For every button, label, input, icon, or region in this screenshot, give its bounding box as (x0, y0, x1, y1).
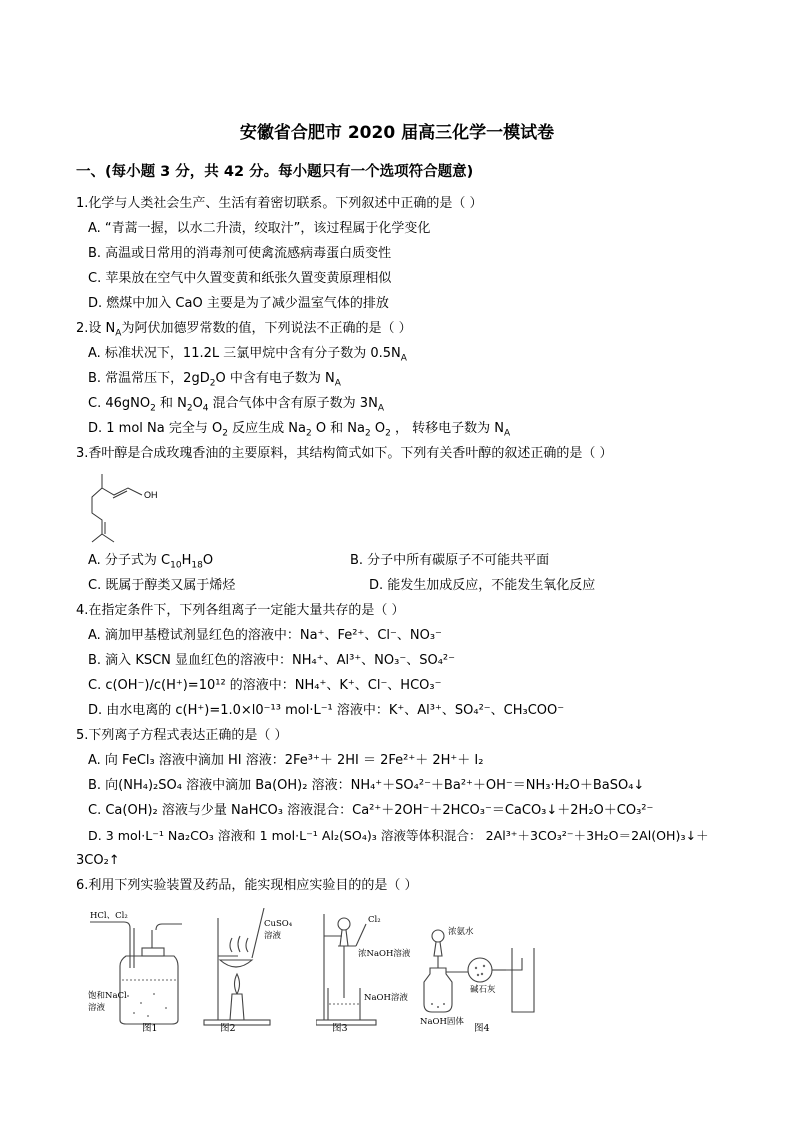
section-heading: 一、(每小题 3 分，共 42 分。每小题只有一个选项符合题意) (76, 164, 474, 180)
question-4-stem: 4.在指定条件下，下列各组离子一定能大量共存的是（ ） (76, 603, 405, 618)
q3-option-d: D. 能发生加成反应，不能发生氧化反应 (369, 578, 596, 593)
q2-option-a: A. 标准状况下，11.2L 三氯甲烷中含有分子数为 $0.5N_A$ (88, 346, 407, 364)
fig3-label-2: NaOH溶液 (364, 993, 408, 1003)
fig2-label-1: CuSO₄ (264, 919, 293, 929)
page-title: 安徽省合肥市 2020 届高三化学一模试卷 (239, 123, 555, 143)
figure-1-gas-wash-bottle (86, 908, 186, 1033)
q2-option-c: C. 46gNO$_2$ 和 $N_2O_4$ 混合气体中含有原子数为 $3N_A$ (88, 396, 384, 414)
q1-option-a: A. “青蒿一握，以水二升渍，绞取汁”，该过程属于化学变化 (88, 221, 431, 236)
q5-option-a: A. 向 FeCl₃ 溶液中滴加 HI 溶液：2Fe³⁺＋ 2HI ＝ 2Fe²⁺＋ 2H⁺＋ I₂ (88, 753, 484, 768)
fig3-caption: 图3 (332, 1023, 348, 1033)
q3-option-c: C. 既属于醇类又属于烯烃 (88, 578, 236, 593)
q1-option-d: D. 燃煤中加入 CaO 主要是为了减少温室气体的排放 (88, 296, 389, 311)
question-3-stem: 3.香叶醇是合成玫瑰香油的主要原料，其结构简式如下。下列有关香叶醇的叙述正确的是（ ） (76, 446, 613, 461)
fig2-caption: 图2 (220, 1023, 236, 1033)
fig1-caption: 图1 (142, 1023, 158, 1033)
q5-option-d: D. 3 mol·L⁻¹ Na₂CO₃ 溶液和 1 mol·L⁻¹ Al₂(SO₄)₃ 溶液等体积混合： 2Al³⁺＋3CO₃²⁻＋3H₂O＝2Al(OH)₃↓＋ (88, 828, 709, 843)
geraniol-structure (88, 470, 178, 550)
q4-option-b: B. 滴入 KSCN 显血红色的溶液中：NH₄⁺、Al³⁺、NO₃⁻、SO₄²⁻ (88, 653, 455, 668)
fig4-label-1: 浓氨水 (448, 927, 474, 937)
q2-option-d: D. 1 mol Na 完全与 $O_2$ 反应生成 $Na_2$ O 和 $Na_2$ $O_2$ ， 转移电子数为 $N_A$ (88, 421, 511, 439)
figure-3-absorption (316, 908, 426, 1033)
fig1-liquid-label-1: 饱和NaCl (88, 991, 127, 1001)
q4-option-d: D. 由水电离的 c(H⁺)=1.0×l0⁻¹³ mol·L⁻¹ 溶液中：K⁺、Al³⁺、SO₄²⁻、CH₃COO⁻ (88, 703, 565, 718)
q1-option-c: C. 苹果放在空气中久置变黄和纸张久置变黄原理相似 (88, 271, 392, 286)
question-2-stem: 2.设 $N_A$为阿伏加德罗常数的值，下列说法不正确的是（ ） (76, 321, 412, 339)
q5-option-c: C. Ca(OH)₂ 溶液与少量 NaHCO₃ 溶液混合：Ca²⁺＋2OH⁻＋2HCO₃⁻＝CaCO₃↓＋2H₂O＋CO₃²⁻ (88, 803, 654, 818)
figure-4-ammonia-generation (418, 908, 542, 1033)
fig4-caption: 图4 (474, 1023, 490, 1033)
q3-option-a: A. 分子式为 $C_{10}H_{18}O$ (88, 553, 214, 571)
fig1-liquid-label-2: 溶液 (88, 1003, 106, 1013)
fig2-label-2: 溶液 (264, 931, 282, 941)
figure-2-evaporation (196, 908, 306, 1033)
oh-label: OH (144, 490, 158, 500)
q5-option-b: B. 向(NH₄)₂SO₄ 溶液中滴加 Ba(OH)₂ 溶液：NH₄⁺＋SO₄²⁻＋Ba²⁺＋OH⁻＝NH₃·H₂O＋BaSO₄↓ (88, 778, 645, 793)
q3-option-b: B. 分子中所有碳原子不可能共平面 (350, 553, 550, 568)
question-6-stem: 6.利用下列实验装置及药品，能实现相应实验目的的是（ ） (76, 878, 418, 893)
q4-option-c: C. c(OH⁻)/c(H⁺)=10¹² 的溶液中：NH₄⁺、K⁺、Cl⁻、HCO₃⁻ (88, 678, 442, 693)
question-5-stem: 5.下列离子方程式表达正确的是（ ） (76, 728, 288, 743)
q5-option-d-continued: 3CO₂↑ (76, 853, 120, 868)
fig4-label-3: NaOH固体 (420, 1017, 464, 1027)
q4-option-a: A. 滴加甲基橙试剂显红色的溶液中：Na⁺、Fe²⁺、Cl⁻、NO₃⁻ (88, 628, 442, 643)
q1-option-b: B. 高温或日常用的消毒剂可使禽流感病毒蛋白质变性 (88, 246, 392, 261)
fig3-label-1: 浓NaOH溶液 (358, 949, 411, 959)
question-1-stem: 1.化学与人类社会生产、生活有着密切联系。下列叙述中正确的是（ ） (76, 196, 483, 211)
q2-option-b: B. 常温常压下，$2gD_2O$ 中含有电子数为 $N_A$ (88, 371, 341, 389)
fig3-gas-label: Cl₂ (368, 915, 381, 925)
fig4-label-2: 碱石灰 (470, 985, 496, 995)
fig1-gas-label: HCl、Cl₂ (90, 911, 128, 921)
